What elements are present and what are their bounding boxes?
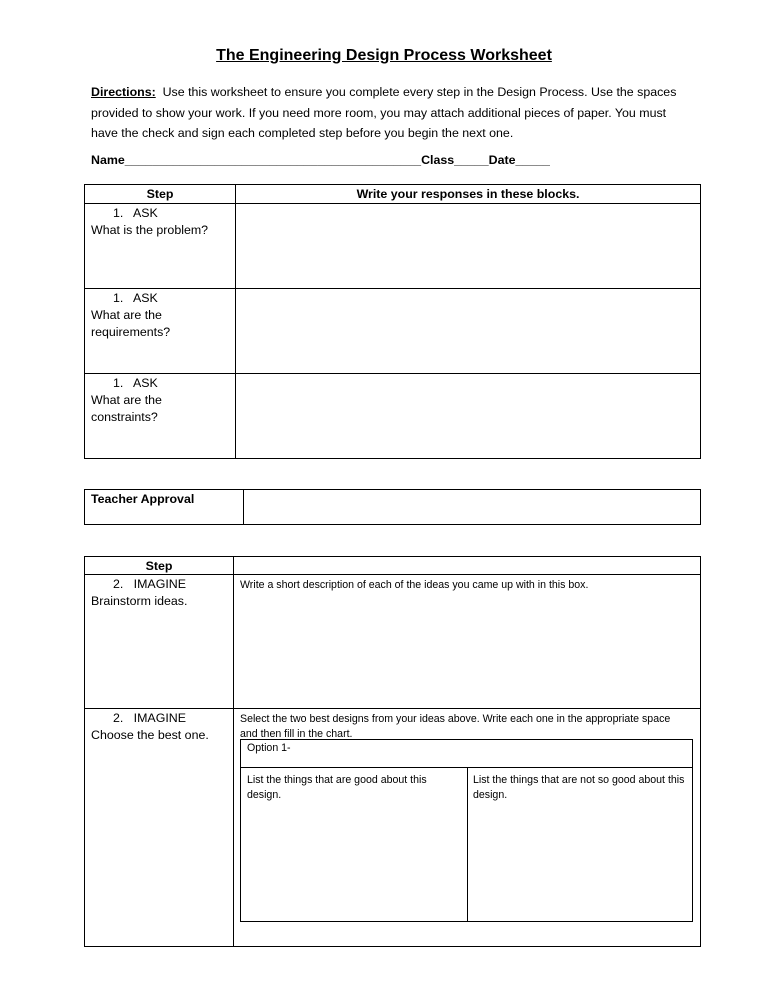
step-column-header: Step [85,557,234,575]
brainstorm-instruction: Write a short description of each of the ideas you came up with in this box. [240,579,589,591]
date-label: Date [488,153,516,167]
teacher-approval-label: Teacher Approval [85,490,244,525]
step-number: 1. [113,206,124,220]
directions-paragraph [91,82,691,144]
step-number: 1. [113,291,124,305]
step-cell [85,709,234,947]
step-name: ASK [133,291,158,305]
step-question: What is the problem? [91,223,209,237]
step-number: 2. [113,577,124,591]
step-cell [85,374,236,459]
step-question: What are the constraints? [91,393,162,424]
step-column-header: Step [85,185,236,204]
table-row [85,374,701,459]
table-row [85,575,701,709]
option-1-chart [240,739,693,922]
responses-column-header: Write your responses in these blocks. [236,185,701,204]
step-name: ASK [133,206,158,220]
name-class-date-line [91,153,550,167]
divider [467,767,468,922]
date-blank[interactable]: _____ [515,153,550,167]
directions-lead: Directions: [91,85,156,99]
step-number: 1. [113,376,124,390]
step-name: IMAGINE [133,711,186,725]
step-number: 2. [113,711,124,725]
good-points-prompt[interactable]: List the things that are good about this design. [247,774,427,801]
teacher-approval-signature-cell[interactable] [244,490,701,525]
class-label: Class [421,153,455,167]
name-label: Name [91,153,125,167]
worksheet-title: The Engineering Design Process Worksheet [216,47,552,64]
response-cell-constraints[interactable] [236,374,701,459]
step-question: Choose the best one. [91,728,209,742]
ask-step-table [84,184,701,459]
directions-text: Use this worksheet to ensure you complete every step in the Design Process. Use the spaces provided to show your work. If you need more room, you may attach additional pieces of paper. You must have the check and sign each completed step before you begin the next one. [91,85,677,140]
table-row [85,204,701,289]
not-good-points-prompt[interactable]: List the things that are not so good about this design. [473,774,685,801]
name-blank[interactable]: ___________________________________________ [124,153,422,167]
response-cell-brainstorm[interactable] [234,575,701,709]
step-question: What are the requirements? [91,308,171,339]
option-1-label[interactable]: Option 1- [247,742,291,754]
step-question: Brainstorm ideas. [91,594,188,608]
response-cell-requirements[interactable] [236,289,701,374]
choose-instruction: Select the two best designs from your ideas above. Write each one in the appropriate space and then fill in the chart. [240,713,671,740]
step-name: IMAGINE [133,577,186,591]
step-cell [85,204,236,289]
step-name: ASK [133,376,158,390]
teacher-approval-table [84,489,701,525]
step-cell [85,575,234,709]
response-cell-problem[interactable] [236,204,701,289]
step-cell [85,289,236,374]
header-blank-cell [234,557,701,575]
table-row [85,289,701,374]
class-blank[interactable]: _____ [454,153,489,167]
